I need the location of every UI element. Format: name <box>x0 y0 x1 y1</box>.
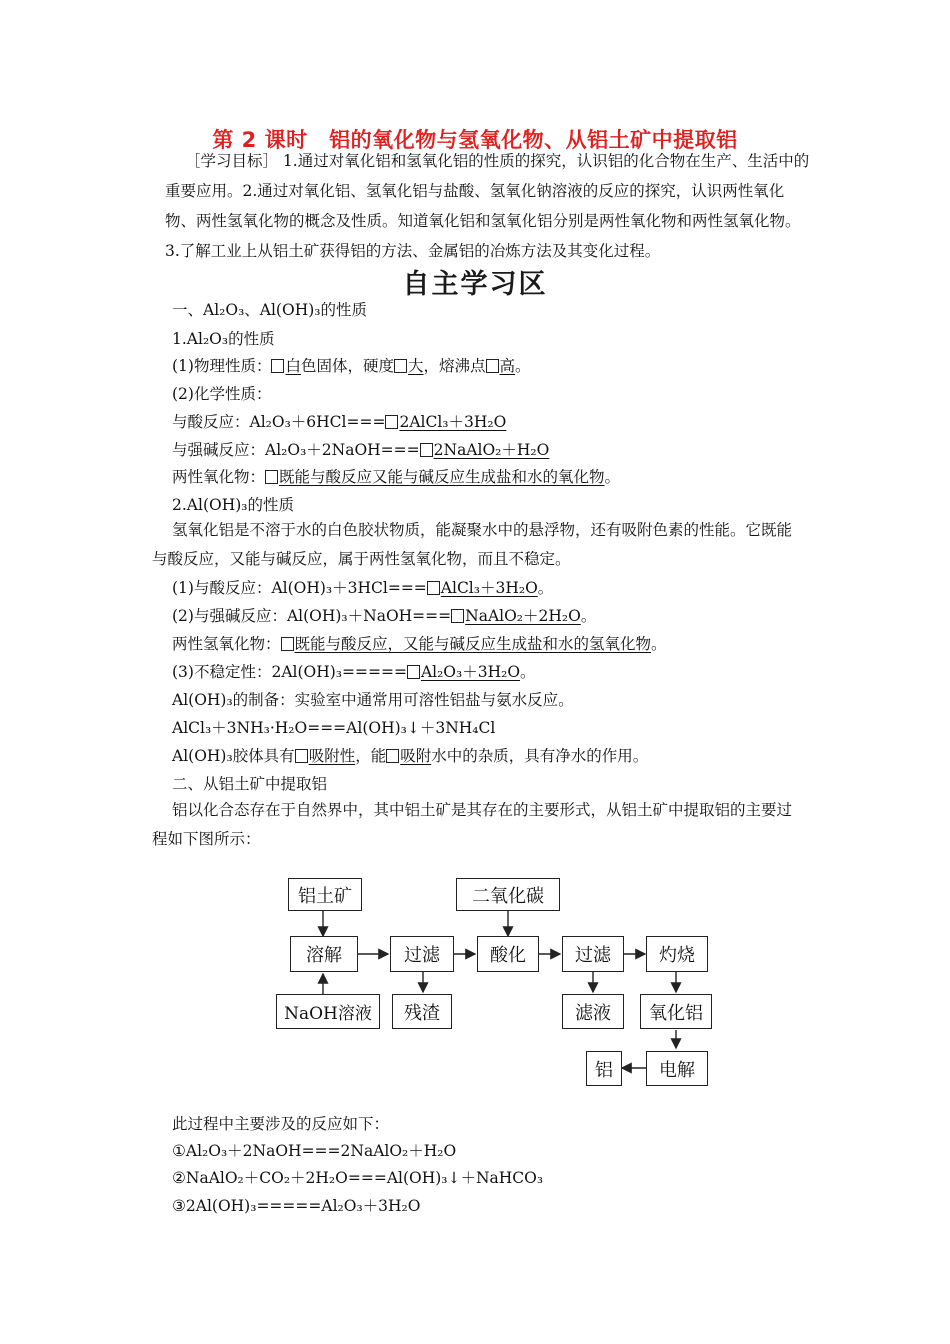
reaction-equation-2: ②NaAlO₂＋CO₂＋2H₂O===Al(OH)₃↓＋NaHCO₃ <box>172 1169 544 1187</box>
node-acidify: 酸化 <box>477 936 539 972</box>
node-co2: 二氧化碳 <box>456 878 560 911</box>
physical-properties: (1)物理性质： 白色固体，硬度 大，熔沸点 高。 <box>172 357 531 375</box>
answer-box-icon <box>385 415 398 429</box>
base-reaction: 与强碱反应：Al₂O₃＋2NaOH=== 2NaAlO₂＋H₂O <box>172 441 550 459</box>
amphoteric-oxide: 两性氧化物： 既能与酸反应又能与碱反应生成盐和水的氧化物。 <box>172 468 621 486</box>
node-filter-1: 过滤 <box>390 936 454 972</box>
node-filtrate: 滤液 <box>562 994 624 1029</box>
preparation-equation: AlCl₃＋3NH₃·H₂O===Al(OH)₃↓＋3NH₄Cl <box>172 719 496 737</box>
aloh3-acid-reaction: (1)与酸反应：Al(OH)₃＋3HCl=== AlCl₃＋3H₂O。 <box>172 579 554 597</box>
node-naoh-solution: NaOH溶液 <box>276 994 380 1029</box>
node-alumina: 氧化铝 <box>640 994 712 1029</box>
page-title: 第 2 课时 铝的氧化物与氢氧化物、从铝土矿中提取铝 <box>212 128 738 152</box>
node-dissolve: 溶解 <box>290 936 358 972</box>
answer-box-icon <box>281 637 294 651</box>
answer-box-icon <box>394 359 407 373</box>
section2-heading: 二、从铝土矿中提取铝 <box>172 775 328 793</box>
section1-sub1: 1.Al₂O₃的性质 <box>172 330 275 348</box>
amphoteric-hydroxide: 两性氢氧化物： 既能与酸反应，又能与碱反应生成盐和水的氢氧化物。 <box>172 635 667 653</box>
section1-sub2: 2.Al(OH)₃的性质 <box>172 496 294 514</box>
learning-objectives: ［学习目标］ 1.通过对氧化铝和氢氧化铝的性质的探究，认识铝的化合物在生产、生活中的重要应用。2.通过对氧化铝、氢氧化铝与盐酸、氢氧化钠溶液的反应的探究，认识两性氧化物、两性氢氧化物的概念及性质。知道氧化铝和氢氧化铝分别是两性氧化物和两性氢氧化物。3.了解工业上从铝土矿获得铝的方法、金属铝的冶炼方法及其变化过程。 <box>165 152 810 260</box>
section2-description: 铝以化合态存在于自然界中，其中铝土矿是其存在的主要形式，从铝土矿中提取铝的主要过程如下图所示： <box>152 801 793 848</box>
answer-box-icon <box>451 609 464 623</box>
answer-box-icon <box>295 749 308 763</box>
reactions-intro: 此过程中主要涉及的反应如下： <box>172 1115 390 1133</box>
answer-box-icon <box>407 665 420 679</box>
reaction-equation-3: ③2Al(OH)₃=====Al₂O₃＋3H₂O <box>172 1197 421 1215</box>
answer-box-icon <box>386 749 399 763</box>
node-bauxite: 铝土矿 <box>288 878 362 911</box>
answer-box-icon <box>420 443 433 457</box>
node-electrolysis: 电解 <box>646 1051 708 1086</box>
answer-box-icon <box>486 359 499 373</box>
node-residue: 残渣 <box>392 994 452 1029</box>
answer-box-icon <box>271 359 284 373</box>
section-banner: 自主学习区 <box>402 269 548 300</box>
reaction-equation-1: ①Al₂O₃＋2NaOH===2NaAlO₂＋H₂O <box>172 1142 457 1160</box>
answer-box-icon <box>265 470 278 484</box>
colloid-adsorption: Al(OH)₃胶体具有 吸附性，能 吸附水中的杂质，具有净水的作用。 <box>172 747 649 765</box>
aloh3-preparation: Al(OH)₃的制备：实验室中通常用可溶性铝盐与氨水反应。 <box>172 691 574 709</box>
acid-reaction: 与酸反应：Al₂O₃＋6HCl=== 2AlCl₃＋3H₂O <box>172 413 507 431</box>
node-calcine: 灼烧 <box>646 936 708 972</box>
node-filter-2: 过滤 <box>562 936 624 972</box>
aloh3-description: 氢氧化铝是不溶于水的白色胶状物质，能凝聚水中的悬浮物，还有吸附色素的性能。它既能与酸反应，又能与碱反应，属于两性氢氧化物，而且不稳定。 <box>152 521 793 568</box>
instability-reaction: (3)不稳定性：2Al(OH)₃===== Al₂O₃＋3H₂O。 <box>172 663 536 681</box>
node-aluminum: 铝 <box>586 1051 622 1086</box>
chemical-properties: (2)化学性质： <box>172 385 272 403</box>
aloh3-base-reaction: (2)与强碱反应：Al(OH)₃＋NaOH=== NaAlO₂＋2H₂O。 <box>172 607 597 625</box>
section1-heading: 一、Al₂O₃、Al(OH)₃的性质 <box>172 301 367 319</box>
answer-box-icon <box>427 581 440 595</box>
